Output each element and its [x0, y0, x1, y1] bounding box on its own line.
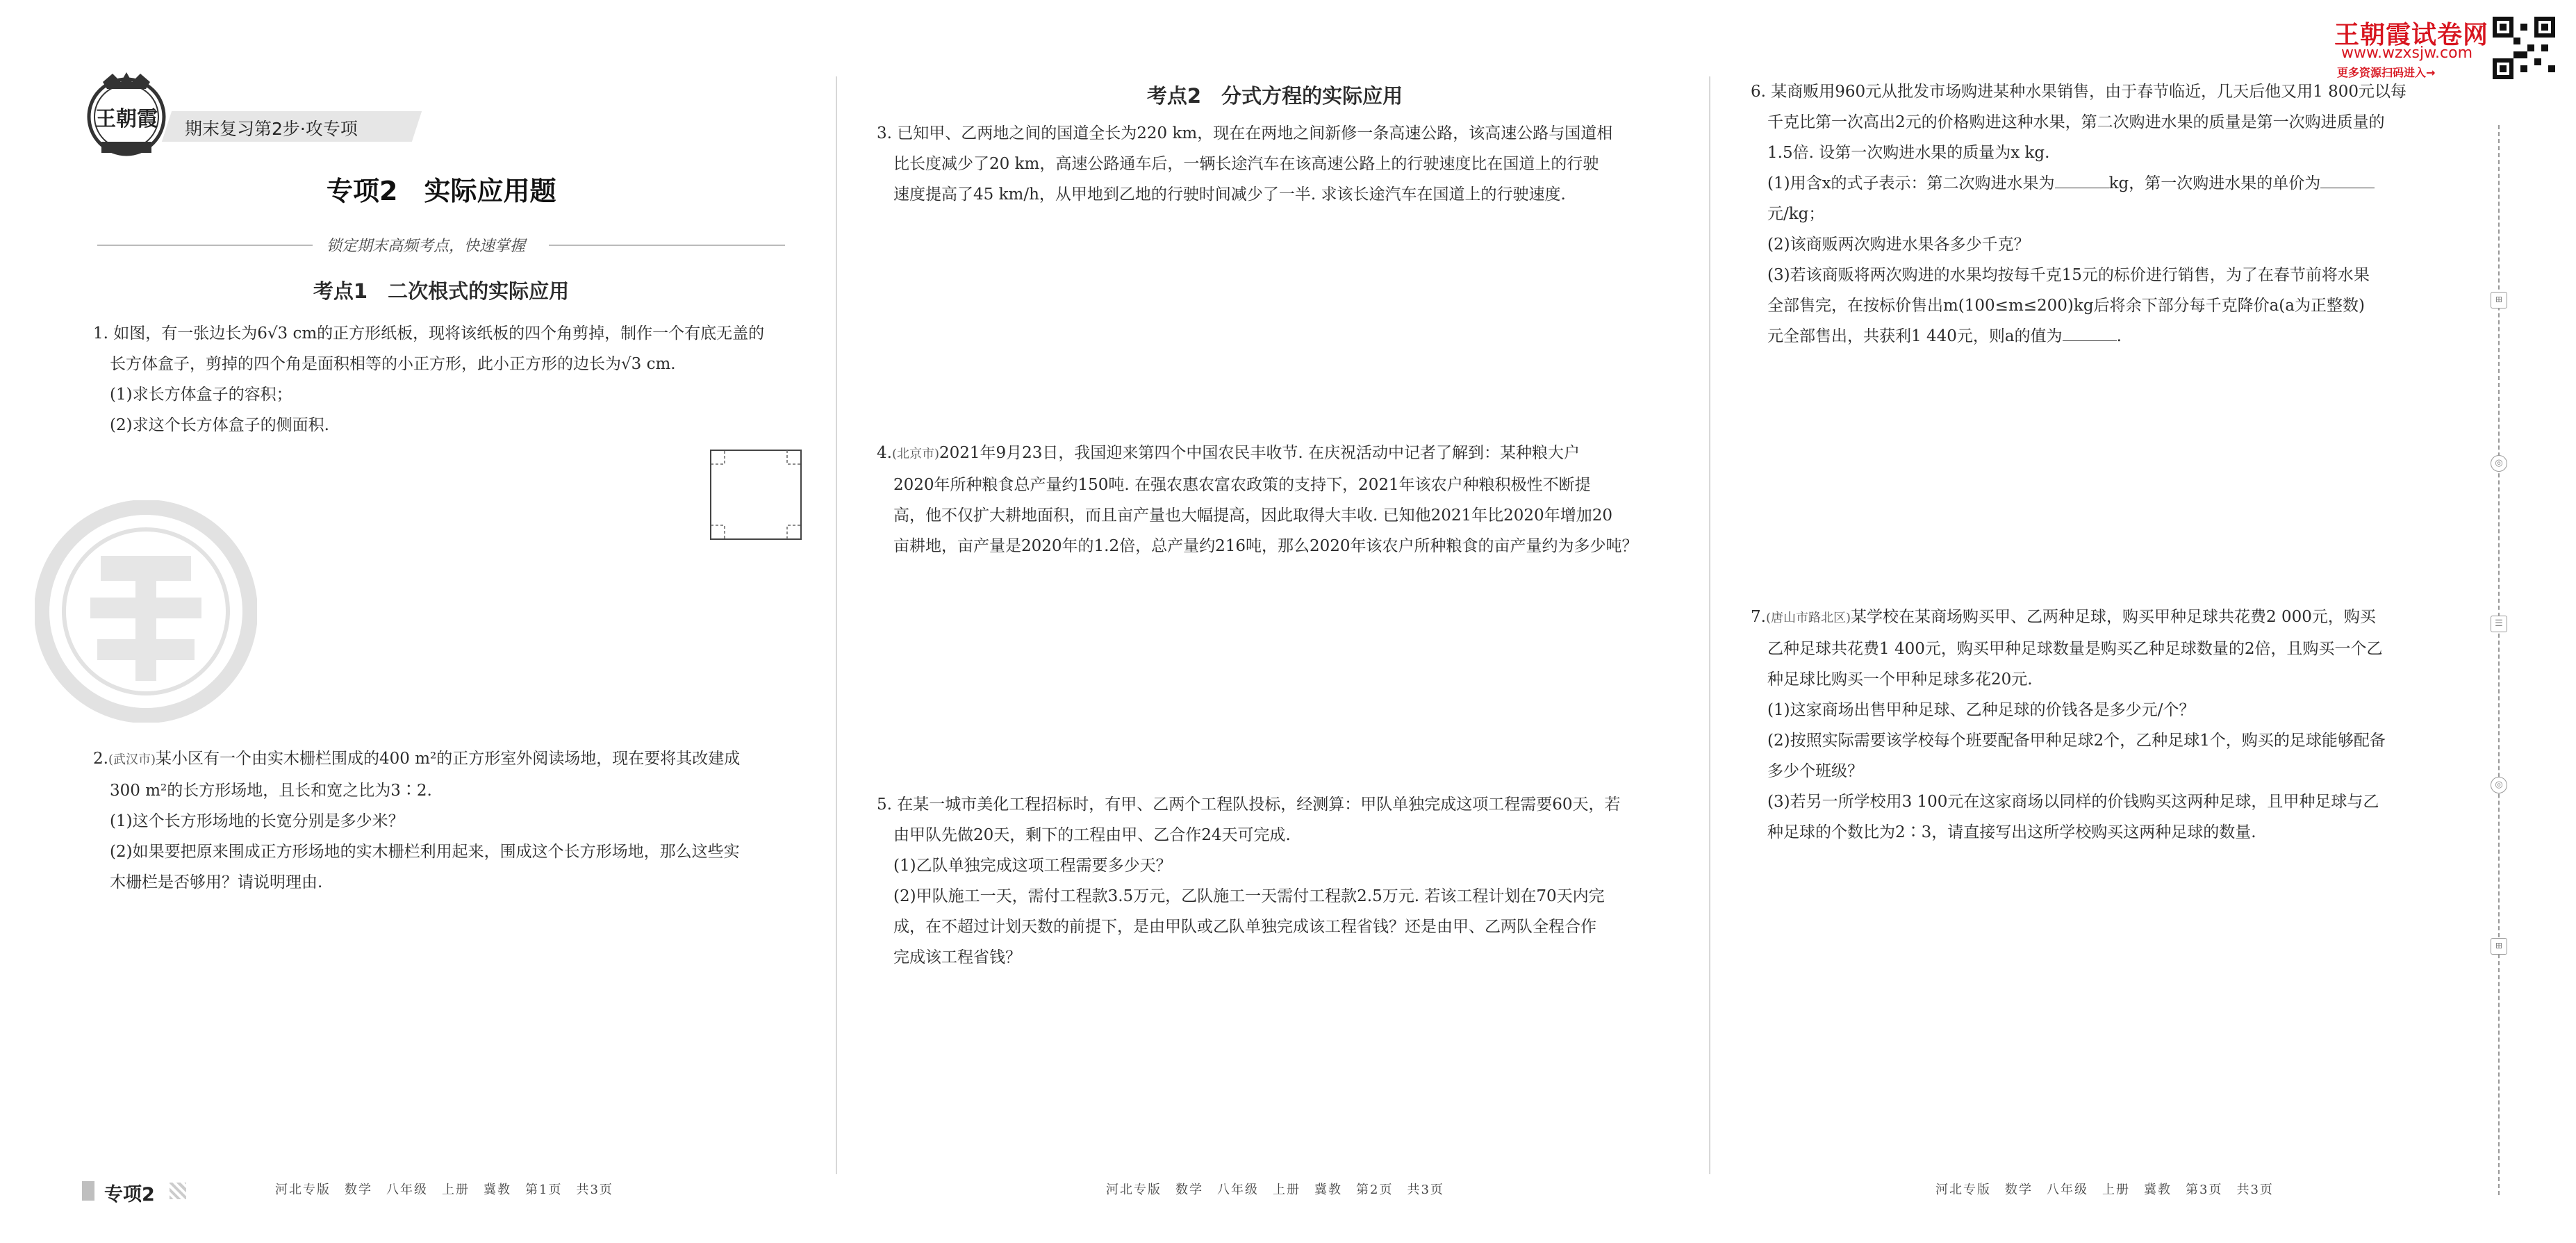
q1-part-1: (1)求长方体盒子的容积；	[110, 386, 292, 404]
q6-line-2: 千克比第一次高出2元的价格购进这种水果，第二次购进水果的质量是第一次购进质量的	[1767, 113, 2385, 131]
section-title-1: 考点1 二次根式的实际应用	[313, 279, 570, 303]
page-title: 专项2 实际应用题	[327, 176, 556, 206]
binding-mark-icon-4: ◎	[2491, 777, 2507, 793]
q6-part-1a: (1)用含x的式子表示：第二次购进水果为	[1767, 174, 2055, 192]
q6-part-3d: .	[2116, 327, 2122, 345]
question-2	[93, 743, 809, 898]
q7-source: (唐山市路北区)	[1765, 611, 1851, 625]
footer-page-2: 河北专版 数学 八年级 上册 冀教 第2页 共3页	[1106, 1183, 1444, 1197]
q3-line-3: 速度提高了45 km/h，从甲地到乙地的行驶时间减少了一半. 求该长途汽车在国道上的行驶速度.	[893, 186, 1566, 204]
review-banner-text: 期末复习第2步·攻专项	[185, 119, 358, 139]
subtitle-rule-left	[97, 245, 313, 246]
watermark-tagline: 更多资源扫码进入→	[2337, 66, 2436, 79]
brand-logo	[82, 69, 171, 158]
footer-tab-dots	[170, 1183, 186, 1199]
binding-mark-icon-5: ⊞	[2491, 938, 2507, 955]
footer-page-3: 河北专版 数学 八年级 上册 冀教 第3页 共3页	[1935, 1183, 2274, 1197]
q7-line-3: 种足球比购买一个甲种足球多花20元.	[1767, 670, 2033, 689]
question-1	[93, 318, 809, 441]
q1-line-2: 长方体盒子，剪掉的四个角是面积相等的小正方形，此小正方形的边长为√3 cm.	[110, 355, 676, 373]
q6-part-1c: 元/kg；	[1767, 205, 1825, 223]
q6-line-1: 6. 某商贩用960元从批发市场购进某种水果销售，由于春节临近，几天后他又用1 800元以每	[1751, 83, 2406, 101]
footer-tab-marker	[82, 1181, 94, 1201]
page-divider-2	[1709, 76, 1710, 1174]
q6-part-3b: 全部售完，在按标价售出m(100≤m≤200)kg后将余下部分每千克降价a(a为正整数)	[1767, 297, 2365, 315]
q5-part-2a: (2)甲队施工一天，需付工程款3.5万元，乙队施工一天需付工程款2.5万元. 若该工程计划在70天内完	[893, 887, 1605, 905]
footer-tab-label: 专项2	[104, 1184, 155, 1205]
secret-stamp-watermark	[35, 500, 257, 723]
q1-square-figure	[709, 448, 806, 542]
q4-source: (北京市)	[891, 447, 939, 461]
q6-blank-3[interactable]	[2063, 325, 2117, 341]
q6-blank-1[interactable]	[2055, 172, 2109, 188]
watermark-url[interactable]: www.wzxsjw.com	[2341, 44, 2473, 62]
q7-line-2: 乙种足球共花费1 400元，购买甲种足球数量是购买乙种足球数量的2倍，且购买一个乙	[1767, 640, 2383, 658]
question-4	[877, 438, 1690, 561]
brand-logo-text: 王朝霞	[95, 107, 158, 131]
q1-part-2: (2)求这个长方体盒子的侧面积.	[110, 416, 329, 434]
q4-line-3: 高，他不仅扩大耕地面积，而且亩产量也大幅提高，因此取得大丰收. 已知他2021年比2020年增加20	[893, 507, 1612, 525]
q7-part-3b: 种足球的个数比为2∶3，请直接写出这所学校购买这两种足球的数量.	[1767, 823, 2256, 841]
watermark-brand: 王朝霞试卷网	[2334, 21, 2489, 49]
q7-part-1: (1)这家商场出售甲种足球、乙种足球的价钱各是多少元/个？	[1767, 701, 2195, 719]
binding-mark-icon-2: ◎	[2491, 455, 2507, 472]
q3-line-2: 比长度减少了20 km，高速公路通车后，一辆长途汽车在该高速公路上的行驶速度比在国道上的行驶	[893, 155, 1599, 173]
q6-blank-2[interactable]	[2320, 172, 2375, 188]
question-6	[1751, 76, 2473, 352]
q7-part-3a: (3)若另一所学校用3 100元在这家商场以同样的价钱购买这两种足球，且甲种足球与乙	[1767, 793, 2379, 811]
q2-line-2: 300 m²的长方形场地，且长和宽之比为3∶2.	[110, 782, 432, 800]
q7-part-2a: (2)按照实际需要该学校每个班要配备甲种足球2个，乙种足球1个，购买的足球能够配备	[1767, 732, 2386, 750]
section-title-2: 考点2 分式方程的实际应用	[1146, 84, 1403, 108]
q7-number: 7.	[1751, 608, 1766, 626]
qr-code-icon[interactable]	[2493, 17, 2555, 79]
q3-line-1: 3. 已知甲、乙两地之间的国道全长为220 km，现在在两地之间新修一条高速公路，该高速公路与国道相	[877, 124, 1613, 142]
q2-number: 2.	[93, 750, 108, 768]
q1-line-1: 1. 如图，有一张边长为6√3 cm的正方形纸板，现将该纸板的四个角剪掉，制作一个有底无盖的	[93, 324, 765, 343]
q2-part-2a: (2)如果要把原来围成正方形场地的实木栅栏利用起来，围成这个长方形场地，那么这些实	[110, 843, 740, 861]
q6-part-2: (2)该商贩两次购进水果各多少千克？	[1767, 236, 2030, 254]
q4-line-2: 2020年所种粮食总产量约150吨. 在强农惠农富农政策的支持下，2021年该农户种粮积极性不断提	[893, 476, 1591, 494]
footer-page-1: 河北专版 数学 八年级 上册 冀教 第1页 共3页	[275, 1183, 613, 1197]
question-5	[877, 789, 1690, 973]
q5-line-1: 5. 在某一城市美化工程招标时，有甲、乙两个工程队投标，经测算：甲队单独完成这项工程需要60天，若	[877, 796, 1621, 814]
q4-number: 4.	[877, 444, 892, 462]
page-subtitle: 锁定期末高频考点，快速掌握	[327, 238, 526, 255]
q6-part-3a: (3)若该商贩将两次购进的水果均按每千克15元的标价进行销售，为了在春节前将水果	[1767, 266, 2370, 284]
q7-line-1: 某学校在某商场购买甲、乙两种足球，购买甲种足球共花费2 000元，购买	[1851, 608, 2376, 626]
q5-part-2b: 成，在不超过计划天数的前提下，是由甲队或乙队单独完成该工程省钱？还是由甲、乙两队全程合作	[893, 918, 1596, 936]
q6-part-1b: kg，第一次购进水果的单价为	[2108, 174, 2321, 192]
q4-line-4: 亩耕地，亩产量是2020年的1.2倍，总产量约216吨，那么2020年该农户所种粮食的亩产量约为多少吨？	[893, 537, 1638, 555]
q7-part-2b: 多少个班级？	[1767, 762, 1863, 780]
question-3	[877, 118, 1690, 210]
binding-mark-icon-1: ⊞	[2491, 292, 2507, 308]
q6-part-3c: 元全部售出，共获利1 440元，则a的值为	[1767, 327, 2063, 345]
page-divider-1	[836, 76, 837, 1174]
q2-part-1: (1)这个长方形场地的长宽分别是多少米？	[110, 812, 404, 830]
q2-part-2b: 木栅栏是否够用？请说明理由.	[110, 873, 323, 891]
q4-line-1: 2021年9月23日，我国迎来第四个中国农民丰收节. 在庆祝活动中记者了解到：某种粮大户	[939, 444, 1580, 462]
q2-line-1: 某小区有一个由实木栅栏围成的400 m²的正方形室外阅读场地，现在要将其改建成	[156, 750, 741, 768]
q5-part-1: (1)乙队单独完成这项工程需要多少天？	[893, 857, 1172, 875]
q2-source: (武汉市)	[108, 752, 156, 767]
question-7	[1751, 602, 2473, 848]
binding-line	[2498, 125, 2500, 1195]
binding-mark-icon-3: ☰	[2491, 616, 2507, 632]
q5-part-2c: 完成该工程省钱？	[893, 948, 1021, 966]
q6-line-3: 1.5倍. 设第一次购进水果的质量为x kg.	[1767, 144, 2050, 162]
q5-line-2: 由甲队先做20天，剩下的工程由甲、乙合作24天可完成.	[893, 826, 1291, 844]
subtitle-rule-right	[549, 245, 785, 246]
